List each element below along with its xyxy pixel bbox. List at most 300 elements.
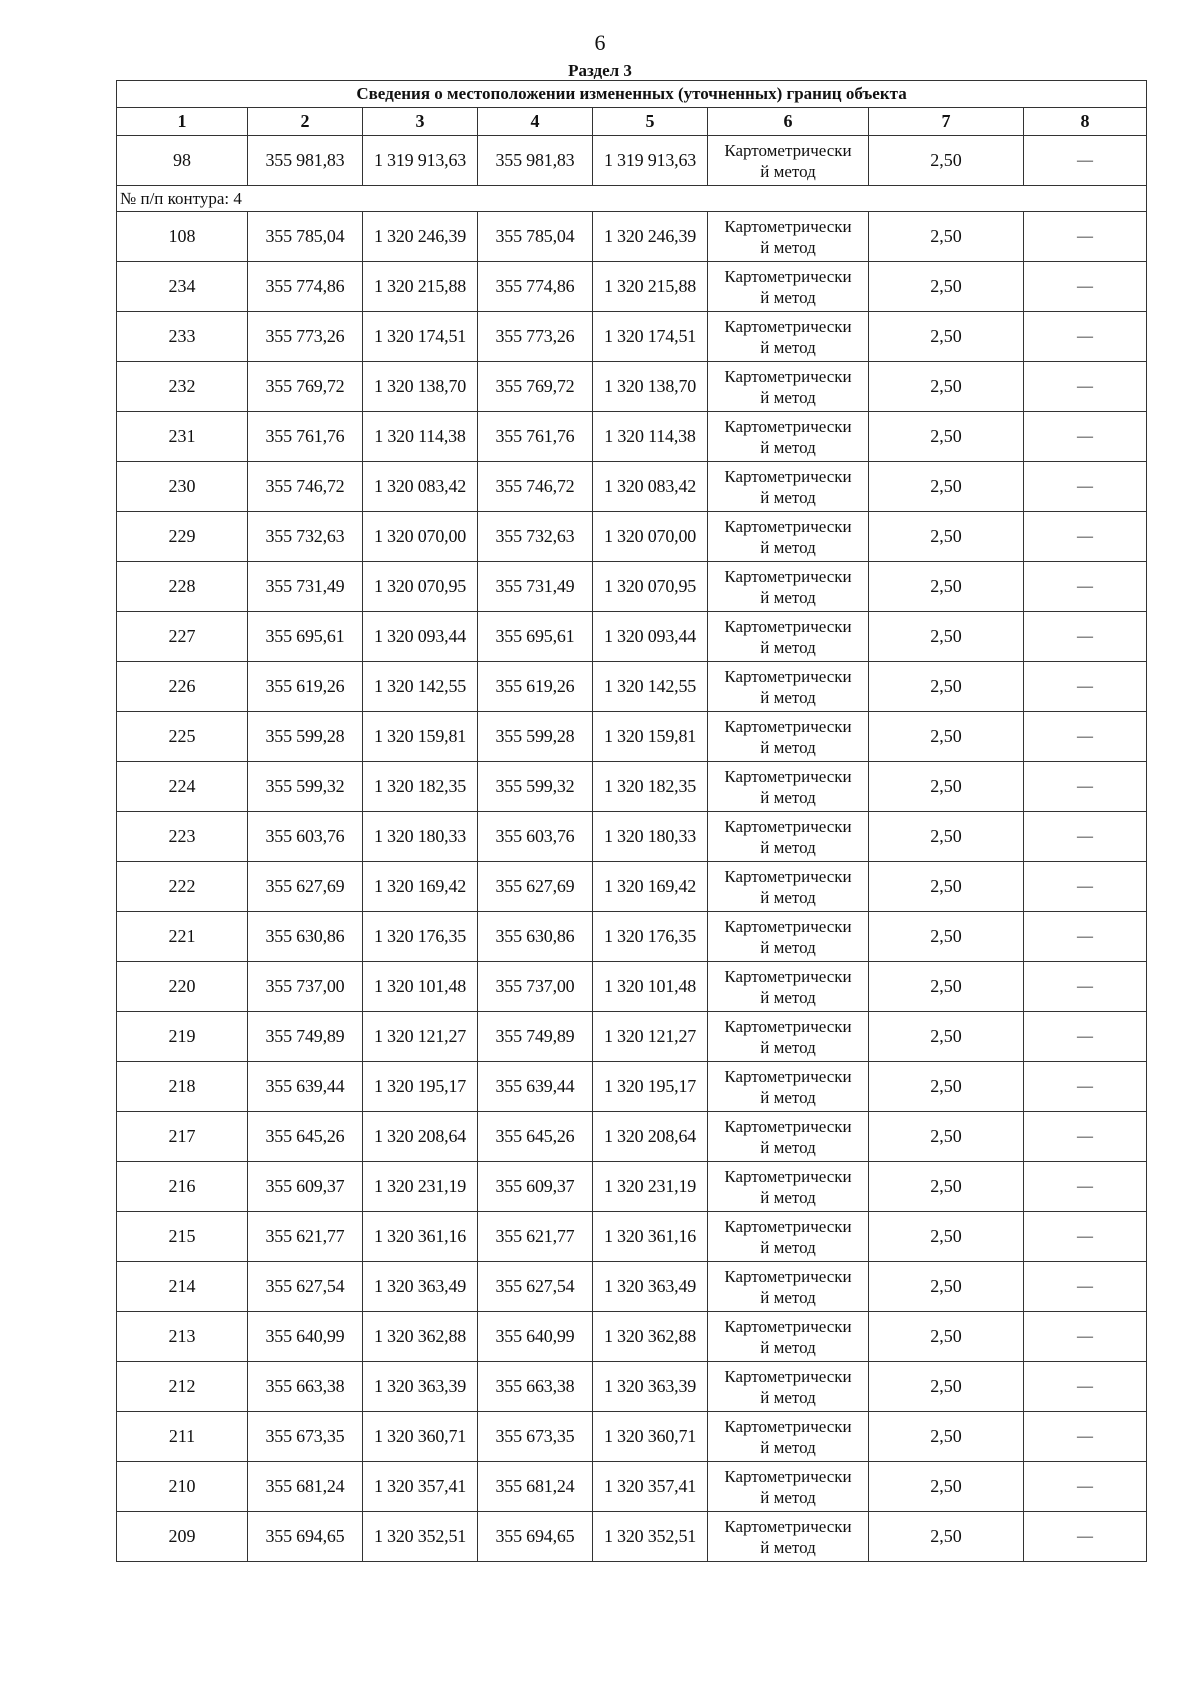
description-cell: — (1024, 362, 1147, 412)
method-line: й метод (760, 537, 816, 557)
accuracy-cell: 2,50 (869, 412, 1024, 462)
method-line: Картометрически (724, 1316, 852, 1336)
x-existing-cell: 355 609,37 (248, 1162, 363, 1212)
x-new-cell: 355 681,24 (478, 1462, 593, 1512)
description-cell: — (1024, 1362, 1147, 1412)
y-new-cell: 1 320 180,33 (593, 812, 708, 862)
table-title: Сведения о местоположении измененных (уточненных) границ объекта (117, 81, 1147, 108)
method-line: Картометрически (724, 1366, 852, 1386)
x-new-cell: 355 640,99 (478, 1312, 593, 1362)
method-line: й метод (760, 437, 816, 457)
x-existing-cell: 355 785,04 (248, 212, 363, 262)
description-cell: — (1024, 1462, 1147, 1512)
y-new-cell: 1 320 138,70 (593, 362, 708, 412)
description-cell: — (1024, 1512, 1147, 1562)
accuracy-cell: 2,50 (869, 1512, 1024, 1562)
method-line: й метод (760, 587, 816, 607)
x-existing-cell: 355 673,35 (248, 1412, 363, 1462)
x-new-cell: 355 749,89 (478, 1012, 593, 1062)
accuracy-cell: 2,50 (869, 1312, 1024, 1362)
method-line: Картометрически (724, 666, 852, 686)
description-cell: — (1024, 1412, 1147, 1462)
x-existing-cell: 355 746,72 (248, 462, 363, 512)
x-existing-cell: 355 732,63 (248, 512, 363, 562)
point-number-cell: 223 (117, 812, 248, 862)
y-existing-cell: 1 320 114,38 (363, 412, 478, 462)
description-cell: — (1024, 1212, 1147, 1262)
point-number-cell: 220 (117, 962, 248, 1012)
column-header-4: 4 (478, 108, 593, 136)
y-existing-cell: 1 320 174,51 (363, 312, 478, 362)
y-existing-cell: 1 320 361,16 (363, 1212, 478, 1262)
y-new-cell: 1 320 070,00 (593, 512, 708, 562)
method-line: Картометрически (724, 1166, 852, 1186)
column-header-2: 2 (248, 108, 363, 136)
accuracy-cell: 2,50 (869, 136, 1024, 186)
table-row (117, 1212, 1147, 1262)
method-line: й метод (760, 937, 816, 957)
x-existing-cell: 355 619,26 (248, 662, 363, 712)
y-new-cell: 1 320 195,17 (593, 1062, 708, 1112)
point-number-cell: 215 (117, 1212, 248, 1262)
accuracy-cell: 2,50 (869, 262, 1024, 312)
y-new-cell: 1 320 363,49 (593, 1262, 708, 1312)
accuracy-cell: 2,50 (869, 1162, 1024, 1212)
y-existing-cell: 1 320 093,44 (363, 612, 478, 662)
point-number-cell: 224 (117, 762, 248, 812)
x-new-cell: 355 731,49 (478, 562, 593, 612)
y-new-cell: 1 320 169,42 (593, 862, 708, 912)
accuracy-cell: 2,50 (869, 562, 1024, 612)
y-new-cell: 1 320 083,42 (593, 462, 708, 512)
x-existing-cell: 355 731,49 (248, 562, 363, 612)
x-new-cell: 355 627,69 (478, 862, 593, 912)
table-row (117, 136, 1147, 186)
method-line: й метод (760, 487, 816, 507)
x-existing-cell: 355 695,61 (248, 612, 363, 662)
x-existing-cell: 355 640,99 (248, 1312, 363, 1362)
x-new-cell: 355 599,28 (478, 712, 593, 762)
x-new-cell: 355 639,44 (478, 1062, 593, 1112)
method-cell (708, 862, 869, 912)
method-cell (708, 1112, 869, 1162)
method-line: Картометрически (724, 266, 852, 286)
method-cell (708, 212, 869, 262)
accuracy-cell: 2,50 (869, 762, 1024, 812)
method-line: Картометрически (724, 316, 852, 336)
method-cell (708, 962, 869, 1012)
y-new-cell: 1 320 121,27 (593, 1012, 708, 1062)
x-new-cell: 355 694,65 (478, 1512, 593, 1562)
point-number-cell: 226 (117, 662, 248, 712)
y-existing-cell: 1 320 362,88 (363, 1312, 478, 1362)
x-new-cell: 355 785,04 (478, 212, 593, 262)
method-line: Картометрически (724, 1016, 852, 1036)
description-cell: — (1024, 312, 1147, 362)
column-header-row (117, 108, 1147, 136)
y-new-cell: 1 320 357,41 (593, 1462, 708, 1512)
y-new-cell: 1 320 362,88 (593, 1312, 708, 1362)
method-cell (708, 562, 869, 612)
point-number-cell: 221 (117, 912, 248, 962)
y-new-cell: 1 320 114,38 (593, 412, 708, 462)
y-new-cell: 1 320 360,71 (593, 1412, 708, 1462)
accuracy-cell: 2,50 (869, 862, 1024, 912)
method-cell (708, 912, 869, 962)
y-existing-cell: 1 320 195,17 (363, 1062, 478, 1112)
description-cell: — (1024, 712, 1147, 762)
point-number-cell: 218 (117, 1062, 248, 1112)
method-line: Картометрически (724, 1416, 852, 1436)
column-header-8: 8 (1024, 108, 1147, 136)
table-row (117, 1412, 1147, 1462)
method-cell (708, 262, 869, 312)
accuracy-cell: 2,50 (869, 462, 1024, 512)
x-new-cell: 355 599,32 (478, 762, 593, 812)
y-new-cell: 1 320 352,51 (593, 1512, 708, 1562)
accuracy-cell: 2,50 (869, 1112, 1024, 1162)
method-line: й метод (760, 1487, 816, 1507)
x-existing-cell: 355 694,65 (248, 1512, 363, 1562)
y-existing-cell: 1 320 363,39 (363, 1362, 478, 1412)
point-number-cell: 227 (117, 612, 248, 662)
method-cell (708, 1062, 869, 1112)
method-line: й метод (760, 1387, 816, 1407)
table-row (117, 1462, 1147, 1512)
method-cell (708, 312, 869, 362)
table-row (117, 1062, 1147, 1112)
contour-label: № п/п контура: 4 (117, 186, 1147, 212)
method-cell (708, 712, 869, 762)
y-existing-cell: 1 320 083,42 (363, 462, 478, 512)
y-new-cell: 1 320 070,95 (593, 562, 708, 612)
method-line: Картометрически (724, 966, 852, 986)
method-line: Картометрически (724, 1066, 852, 1086)
accuracy-cell: 2,50 (869, 662, 1024, 712)
method-line: Картометрически (724, 1266, 852, 1286)
method-line: Картометрически (724, 916, 852, 936)
description-cell: — (1024, 412, 1147, 462)
accuracy-cell: 2,50 (869, 912, 1024, 962)
y-existing-cell: 1 320 176,35 (363, 912, 478, 962)
table-row (117, 1362, 1147, 1412)
method-line: Картометрически (724, 416, 852, 436)
x-new-cell: 355 663,38 (478, 1362, 593, 1412)
method-line: й метод (760, 887, 816, 907)
y-existing-cell: 1 320 070,00 (363, 512, 478, 562)
y-existing-cell: 1 320 169,42 (363, 862, 478, 912)
y-existing-cell: 1 320 352,51 (363, 1512, 478, 1562)
description-cell: — (1024, 1312, 1147, 1362)
contour-row (117, 186, 1147, 212)
method-line: Картометрически (724, 366, 852, 386)
table-row (117, 262, 1147, 312)
x-new-cell: 355 609,37 (478, 1162, 593, 1212)
x-new-cell: 355 673,35 (478, 1412, 593, 1462)
column-header-3: 3 (363, 108, 478, 136)
y-existing-cell: 1 320 215,88 (363, 262, 478, 312)
y-existing-cell: 1 320 138,70 (363, 362, 478, 412)
method-line: Картометрически (724, 1466, 852, 1486)
accuracy-cell: 2,50 (869, 1362, 1024, 1412)
method-line: й метод (760, 387, 816, 407)
point-number-cell: 229 (117, 512, 248, 562)
point-number-cell: 211 (117, 1412, 248, 1462)
table-row (117, 562, 1147, 612)
accuracy-cell: 2,50 (869, 362, 1024, 412)
accuracy-cell: 2,50 (869, 612, 1024, 662)
description-cell: — (1024, 562, 1147, 612)
x-existing-cell: 355 603,76 (248, 812, 363, 862)
y-existing-cell: 1 319 913,63 (363, 136, 478, 186)
point-number-cell: 231 (117, 412, 248, 462)
point-number-cell: 225 (117, 712, 248, 762)
x-new-cell: 355 695,61 (478, 612, 593, 662)
table-row (117, 1012, 1147, 1062)
x-new-cell: 355 630,86 (478, 912, 593, 962)
table-row (117, 612, 1147, 662)
y-existing-cell: 1 320 182,35 (363, 762, 478, 812)
method-cell (708, 762, 869, 812)
description-cell: — (1024, 812, 1147, 862)
x-existing-cell: 355 599,32 (248, 762, 363, 812)
method-cell (708, 1512, 869, 1562)
y-new-cell: 1 320 176,35 (593, 912, 708, 962)
table-row (117, 362, 1147, 412)
y-existing-cell: 1 320 159,81 (363, 712, 478, 762)
description-cell: — (1024, 1012, 1147, 1062)
description-cell: — (1024, 762, 1147, 812)
x-existing-cell: 355 981,83 (248, 136, 363, 186)
y-new-cell: 1 319 913,63 (593, 136, 708, 186)
section-title: Раздел 3 (568, 61, 632, 80)
x-existing-cell: 355 663,38 (248, 1362, 363, 1412)
table-row (117, 912, 1147, 962)
accuracy-cell: 2,50 (869, 962, 1024, 1012)
description-cell: — (1024, 262, 1147, 312)
method-cell (708, 362, 869, 412)
point-number-cell: 212 (117, 1362, 248, 1412)
point-number-cell: 209 (117, 1512, 248, 1562)
method-line: й метод (760, 237, 816, 257)
description-cell: — (1024, 136, 1147, 186)
method-cell (708, 662, 869, 712)
table-row (117, 1162, 1147, 1212)
method-cell (708, 1462, 869, 1512)
table-row (117, 212, 1147, 262)
method-line: Картометрически (724, 216, 852, 236)
y-new-cell: 1 320 159,81 (593, 712, 708, 762)
accuracy-cell: 2,50 (869, 1062, 1024, 1112)
method-line: Картометрически (724, 140, 852, 160)
accuracy-cell: 2,50 (869, 312, 1024, 362)
y-existing-cell: 1 320 363,49 (363, 1262, 478, 1312)
x-new-cell: 355 603,76 (478, 812, 593, 862)
method-line: Картометрически (724, 516, 852, 536)
y-existing-cell: 1 320 070,95 (363, 562, 478, 612)
description-cell: — (1024, 862, 1147, 912)
x-existing-cell: 355 737,00 (248, 962, 363, 1012)
accuracy-cell: 2,50 (869, 1212, 1024, 1262)
method-cell (708, 1162, 869, 1212)
method-line: й метод (760, 837, 816, 857)
table-row (117, 962, 1147, 1012)
point-number-cell: 210 (117, 1462, 248, 1512)
description-cell: — (1024, 912, 1147, 962)
description-cell: — (1024, 1112, 1147, 1162)
x-existing-cell: 355 621,77 (248, 1212, 363, 1262)
method-line: й метод (760, 1437, 816, 1457)
table-row (117, 1312, 1147, 1362)
table-row (117, 762, 1147, 812)
method-line: Картометрически (724, 1216, 852, 1236)
accuracy-cell: 2,50 (869, 1412, 1024, 1462)
method-line: й метод (760, 687, 816, 707)
y-existing-cell: 1 320 357,41 (363, 1462, 478, 1512)
method-line: й метод (760, 1537, 816, 1557)
accuracy-cell: 2,50 (869, 512, 1024, 562)
x-new-cell: 355 619,26 (478, 662, 593, 712)
y-existing-cell: 1 320 101,48 (363, 962, 478, 1012)
point-number-cell: 217 (117, 1112, 248, 1162)
description-cell: — (1024, 1062, 1147, 1112)
description-cell: — (1024, 1162, 1147, 1212)
description-cell: — (1024, 462, 1147, 512)
table-row (117, 862, 1147, 912)
method-line: Картометрически (724, 1116, 852, 1136)
point-number-cell: 216 (117, 1162, 248, 1212)
point-number-cell: 230 (117, 462, 248, 512)
x-new-cell: 355 773,26 (478, 312, 593, 362)
method-line: Картометрически (724, 566, 852, 586)
table-row (117, 812, 1147, 862)
point-number-cell: 219 (117, 1012, 248, 1062)
x-existing-cell: 355 645,26 (248, 1112, 363, 1162)
column-header-1: 1 (117, 108, 248, 136)
y-existing-cell: 1 320 208,64 (363, 1112, 478, 1162)
description-cell: — (1024, 612, 1147, 662)
table-body (117, 136, 1147, 1562)
boundary-table (116, 80, 1147, 1562)
x-existing-cell: 355 639,44 (248, 1062, 363, 1112)
y-existing-cell: 1 320 231,19 (363, 1162, 478, 1212)
method-line: Картометрически (724, 816, 852, 836)
description-cell: — (1024, 662, 1147, 712)
method-line: й метод (760, 787, 816, 807)
x-new-cell: 355 621,77 (478, 1212, 593, 1262)
method-line: й метод (760, 1337, 816, 1357)
table-row (117, 1262, 1147, 1312)
accuracy-cell: 2,50 (869, 1462, 1024, 1512)
x-new-cell: 355 761,76 (478, 412, 593, 462)
method-cell (708, 1412, 869, 1462)
y-new-cell: 1 320 093,44 (593, 612, 708, 662)
point-number-cell: 108 (117, 212, 248, 262)
method-line: й метод (760, 737, 816, 757)
x-new-cell: 355 769,72 (478, 362, 593, 412)
x-new-cell: 355 737,00 (478, 962, 593, 1012)
method-cell (708, 512, 869, 562)
table-row (117, 462, 1147, 512)
x-new-cell: 355 627,54 (478, 1262, 593, 1312)
y-existing-cell: 1 320 142,55 (363, 662, 478, 712)
method-line: Картометрически (724, 866, 852, 886)
x-existing-cell: 355 681,24 (248, 1462, 363, 1512)
column-header-5: 5 (593, 108, 708, 136)
method-line: Картометрически (724, 1516, 852, 1536)
y-new-cell: 1 320 101,48 (593, 962, 708, 1012)
method-cell (708, 612, 869, 662)
x-new-cell: 355 774,86 (478, 262, 593, 312)
x-existing-cell: 355 769,72 (248, 362, 363, 412)
x-existing-cell: 355 761,76 (248, 412, 363, 462)
table-row (117, 412, 1147, 462)
description-cell: — (1024, 512, 1147, 562)
method-line: й метод (760, 1237, 816, 1257)
x-existing-cell: 355 599,28 (248, 712, 363, 762)
method-line: й метод (760, 337, 816, 357)
method-cell (708, 1312, 869, 1362)
method-line: й метод (760, 637, 816, 657)
method-cell (708, 136, 869, 186)
x-existing-cell: 355 627,54 (248, 1262, 363, 1312)
point-number-cell: 234 (117, 262, 248, 312)
table-row (117, 662, 1147, 712)
method-line: й метод (760, 1187, 816, 1207)
y-new-cell: 1 320 231,19 (593, 1162, 708, 1212)
point-number-cell: 233 (117, 312, 248, 362)
method-line: Картометрически (724, 616, 852, 636)
x-new-cell: 355 645,26 (478, 1112, 593, 1162)
method-line: Картометрически (724, 766, 852, 786)
table-row (117, 312, 1147, 362)
x-existing-cell: 355 773,26 (248, 312, 363, 362)
method-cell (708, 812, 869, 862)
y-new-cell: 1 320 174,51 (593, 312, 708, 362)
table-row (117, 1512, 1147, 1562)
accuracy-cell: 2,50 (869, 1012, 1024, 1062)
method-line: й метод (760, 161, 816, 181)
accuracy-cell: 2,50 (869, 812, 1024, 862)
method-line: й метод (760, 1087, 816, 1107)
y-new-cell: 1 320 215,88 (593, 262, 708, 312)
method-line: й метод (760, 987, 816, 1007)
accuracy-cell: 2,50 (869, 1262, 1024, 1312)
y-existing-cell: 1 320 180,33 (363, 812, 478, 862)
method-cell (708, 462, 869, 512)
point-number-cell: 222 (117, 862, 248, 912)
x-existing-cell: 355 630,86 (248, 912, 363, 962)
method-cell (708, 1362, 869, 1412)
description-cell: — (1024, 962, 1147, 1012)
y-existing-cell: 1 320 360,71 (363, 1412, 478, 1462)
y-new-cell: 1 320 361,16 (593, 1212, 708, 1262)
x-new-cell: 355 981,83 (478, 136, 593, 186)
method-line: Картометрически (724, 716, 852, 736)
method-cell (708, 1212, 869, 1262)
point-number-cell: 213 (117, 1312, 248, 1362)
x-existing-cell: 355 627,69 (248, 862, 363, 912)
description-cell: — (1024, 212, 1147, 262)
method-cell (708, 412, 869, 462)
method-cell (708, 1012, 869, 1062)
point-number-cell: 98 (117, 136, 248, 186)
y-existing-cell: 1 320 246,39 (363, 212, 478, 262)
y-new-cell: 1 320 363,39 (593, 1362, 708, 1412)
y-new-cell: 1 320 142,55 (593, 662, 708, 712)
x-existing-cell: 355 774,86 (248, 262, 363, 312)
method-line: й метод (760, 1287, 816, 1307)
